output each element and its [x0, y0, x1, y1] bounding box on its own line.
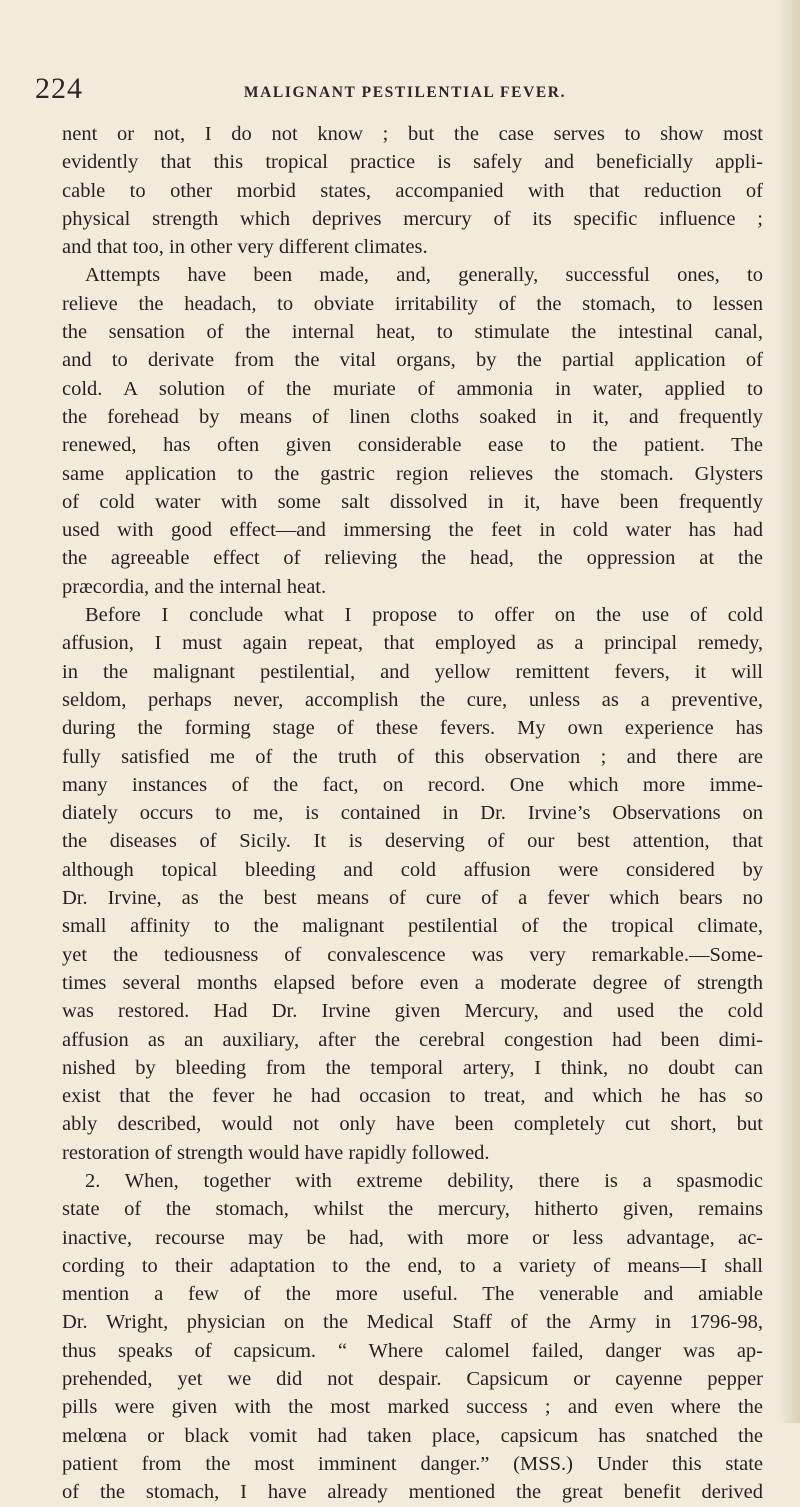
text-line: melœna or black vomit had taken place, capsicum has snatched the	[62, 1424, 763, 1447]
text-line: and that too, in other very different climates.	[62, 236, 428, 259]
page-edge-shadow	[778, 0, 800, 1423]
text-line: nent or not, I do not know ; but the case serves to show most	[62, 123, 763, 145]
text-line: Before I conclude what I propose to offer on the use of cold	[85, 604, 763, 627]
text-line: inactive, recourse may be had, with more or less advantage, ac-	[62, 1226, 763, 1249]
text-line: cording to their adaptation to the end, to a variety of means—I shall	[62, 1254, 763, 1277]
body-text	[62, 120, 763, 1507]
text-line: affusion, I must again repeat, that employed as a principal remedy,	[62, 632, 763, 655]
text-line: yet the tediousness of convalescence was very remarkable.—Some-	[62, 943, 763, 966]
text-line: times several months elapsed before even a moderate degree of strength	[62, 971, 763, 994]
text-line: the diseases of Sicily. It is deserving of our best attention, that	[62, 830, 763, 853]
text-line: the agreeable effect of relieving the head, the oppression at the	[62, 547, 763, 570]
page-header	[35, 72, 775, 112]
text-line: thus speaks of capsicum. “ Where calomel failed, danger was ap-	[62, 1339, 763, 1362]
running-title: MALIGNANT PESTILENTIAL FEVER.	[243, 84, 567, 101]
text-line: relieve the headach, to obviate irritability of the stomach, to lessen	[62, 292, 763, 315]
text-line: ably described, would not only have been completely cut short, but	[62, 1113, 763, 1136]
text-line: of the stomach, I have already mentioned the great benefit derived	[62, 1481, 763, 1504]
text-line: used with good effect—and immersing the feet in cold water has had	[62, 519, 763, 542]
page-number: 224	[35, 72, 83, 105]
text-line: pills were given with the most marked success ; and even where the	[62, 1396, 763, 1419]
text-line: although topical bleeding and cold affusion were considered by	[62, 858, 763, 881]
text-line: mention a few of the more useful. The venerable and amiable	[62, 1283, 763, 1306]
text-line: affusion as an auxiliary, after the cerebral congestion had been dimi-	[62, 1028, 763, 1051]
text-line: the forehead by means of linen cloths soaked in it, and frequently	[62, 405, 763, 428]
text-line: exist that the fever he had occasion to treat, and which he has so	[62, 1085, 763, 1108]
text-line: renewed, has often given considerable ease to the patient. The	[62, 434, 763, 457]
text-line: patient from the most imminent danger.” (MSS.) Under this state	[62, 1452, 763, 1475]
text-line: evidently that this tropical practice is safely and beneficially appli-	[62, 151, 763, 174]
text-line: many instances of the fact, on record. One which more imme-	[62, 773, 763, 796]
text-line: nished by bleeding from the temporal artery, I think, no doubt can	[62, 1056, 763, 1079]
text-line: state of the stomach, whilst the mercury, hitherto given, remains	[62, 1198, 763, 1221]
text-line: Dr. Irvine, as the best means of cure of a fever which bears no	[62, 887, 763, 910]
text-line: small affinity to the malignant pestilential of the tropical climate,	[62, 915, 763, 938]
text-line: Dr. Wright, physician on the Medical Staff of the Army in 1796-98,	[62, 1311, 763, 1334]
text-line: cold. A solution of the muriate of ammonia in water, applied to	[62, 377, 763, 400]
text-line: 2. When, together with extreme debility, there is a spasmodic	[85, 1169, 763, 1192]
text-line: the sensation of the internal heat, to stimulate the intestinal canal,	[62, 321, 763, 344]
text-line: fully satisfied me of the truth of this observation ; and there are	[62, 745, 763, 768]
text-line: prehended, yet we did not despair. Capsicum or cayenne pepper	[62, 1368, 763, 1391]
text-line: præcordia, and the internal heat.	[62, 575, 327, 598]
text-line: restoration of strength would have rapidly followed.	[62, 1141, 490, 1164]
text-line: during the forming stage of these fevers. My own experience has	[62, 717, 763, 740]
text-line: diately occurs to me, is contained in Dr. Irvine’s Observations on	[62, 802, 763, 825]
text-line: physical strength which deprives mercury of its specific influence ;	[62, 207, 763, 230]
text-line: in the malignant pestilential, and yellow remittent fevers, it will	[62, 660, 763, 683]
text-line: Attempts have been made, and, generally, successful ones, to	[85, 264, 763, 287]
text-line: seldom, perhaps never, accomplish the cure, unless as a preventive,	[62, 688, 763, 711]
text-line: same application to the gastric region relieves the stomach. Glysters	[62, 462, 763, 485]
text-line: of cold water with some salt dissolved in it, have been frequently	[62, 490, 763, 513]
text-line: and to derivate from the vital organs, by the partial application of	[62, 349, 763, 372]
text-line: was restored. Had Dr. Irvine given Mercury, and used the cold	[62, 1000, 763, 1023]
text-line: cable to other morbid states, accompanied with that reduction of	[62, 179, 763, 202]
